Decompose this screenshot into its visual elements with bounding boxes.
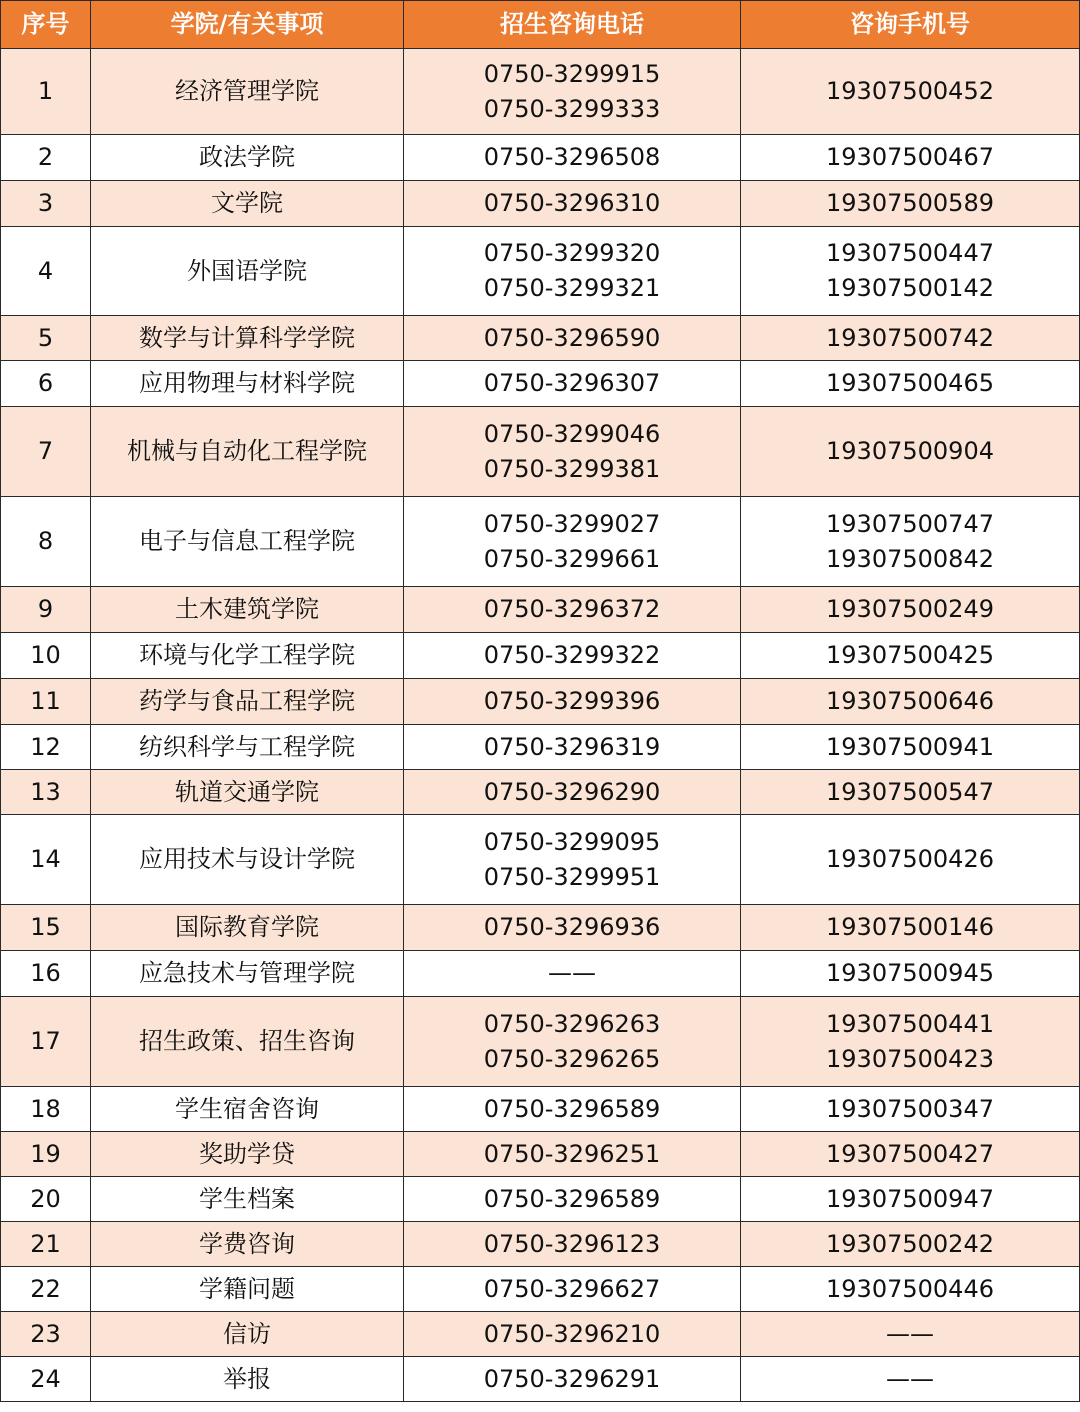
phone-number: 0750-3296319: [483, 732, 661, 761]
phone-number: 0750-3296265: [483, 1044, 661, 1073]
mobile-number: 19307500742: [826, 323, 994, 352]
row-mobiles: [741, 1222, 1080, 1267]
row-phones: [404, 316, 741, 361]
row-college-name: 环境与化学工程学院: [91, 633, 404, 679]
row-college-name: 文学院: [91, 181, 404, 227]
mobile-number: ——: [886, 1319, 934, 1348]
table-row: [1, 905, 1080, 951]
row-phones: [404, 1087, 741, 1132]
row-college-name: 学费咨询: [91, 1222, 404, 1267]
table-row: [1, 815, 1080, 905]
row-mobiles: [741, 679, 1080, 725]
phone-number: 0750-3296290: [483, 777, 661, 806]
row-index: 22: [1, 1267, 91, 1312]
row-phones: [404, 587, 741, 633]
table-row: [1, 1177, 1080, 1222]
row-index: 16: [1, 951, 91, 997]
row-college-name: 机械与自动化工程学院: [91, 407, 404, 497]
row-mobiles: [741, 905, 1080, 951]
row-mobiles: [741, 633, 1080, 679]
table-row: [1, 497, 1080, 587]
table-row: [1, 1222, 1080, 1267]
row-college-name: 学生档案: [91, 1177, 404, 1222]
phone-number: 0750-3296310: [483, 189, 661, 217]
mobile-number: 19307500646: [826, 687, 994, 715]
phone-number: 0750-3296307: [483, 369, 661, 397]
row-mobiles: [741, 497, 1080, 587]
row-index: 17: [1, 997, 91, 1087]
row-college-name: 经济管理学院: [91, 49, 404, 135]
row-mobiles: [741, 1132, 1080, 1177]
table-row: [1, 181, 1080, 227]
table-row: [1, 587, 1080, 633]
row-phones: [404, 49, 741, 135]
phone-number: 0750-3299027: [483, 509, 661, 538]
mobile-number: 19307500249: [826, 595, 994, 623]
row-phones: [404, 361, 741, 407]
row-college-name: 土木建筑学院: [91, 587, 404, 633]
row-phones: [404, 679, 741, 725]
phone-number: 0750-3296627: [483, 1274, 661, 1303]
row-college-name: 应急技术与管理学院: [91, 951, 404, 997]
row-mobiles: [741, 316, 1080, 361]
row-mobiles: [741, 1177, 1080, 1222]
mobile-number: 19307500547: [826, 777, 994, 806]
row-index: 9: [1, 587, 91, 633]
mobile-number: 19307500904: [826, 437, 994, 465]
mobile-number: 19307500465: [826, 369, 994, 397]
table-body: [1, 49, 1080, 1402]
row-phones: [404, 997, 741, 1087]
header-row: [1, 1, 1080, 49]
row-phones: [404, 407, 741, 497]
table-row: [1, 135, 1080, 181]
row-index: 18: [1, 1087, 91, 1132]
row-phones: [404, 181, 741, 227]
row-index: 2: [1, 135, 91, 181]
row-college-name: 电子与信息工程学院: [91, 497, 404, 587]
row-mobiles: [741, 181, 1080, 227]
row-phones: [404, 905, 741, 951]
phone-number: 0750-3299396: [483, 687, 661, 715]
phone-number: 0750-3299661: [483, 544, 661, 573]
row-index: 6: [1, 361, 91, 407]
phone-number: 0750-3299095: [483, 827, 661, 856]
mobile-number: 19307500589: [826, 189, 994, 217]
phone-number: 0750-3296936: [483, 913, 661, 941]
phone-number: 0750-3296372: [483, 595, 661, 623]
row-college-name: 应用技术与设计学院: [91, 815, 404, 905]
row-mobiles: [741, 1267, 1080, 1312]
row-index: 3: [1, 181, 91, 227]
row-phones: [404, 725, 741, 770]
mobile-number: 19307500467: [826, 143, 994, 171]
row-mobiles: [741, 587, 1080, 633]
row-college-name: 举报: [91, 1357, 404, 1402]
phone-number: 0750-3296123: [483, 1229, 661, 1258]
row-college-name: 纺织科学与工程学院: [91, 725, 404, 770]
table-row: [1, 1132, 1080, 1177]
phone-number: 0750-3296263: [483, 1009, 661, 1038]
row-phones: [404, 1222, 741, 1267]
phone-number: 0750-3299321: [483, 274, 661, 302]
row-index: 13: [1, 770, 91, 815]
row-college-name: 学生宿舍咨询: [91, 1087, 404, 1132]
row-college-name: 学籍问题: [91, 1267, 404, 1312]
mobile-number: 19307500425: [826, 641, 994, 669]
mobile-number: 19307500423: [826, 1044, 994, 1073]
header-index: 序号: [1, 1, 91, 49]
phone-number: 0750-3296251: [483, 1139, 661, 1168]
mobile-number: 19307500452: [826, 77, 994, 105]
row-college-name: 数学与计算科学学院: [91, 316, 404, 361]
row-index: 1: [1, 49, 91, 135]
header-phone: 招生咨询电话: [404, 1, 741, 49]
row-index: 20: [1, 1177, 91, 1222]
row-college-name: 奖助学贷: [91, 1132, 404, 1177]
row-mobiles: [741, 997, 1080, 1087]
row-index: 23: [1, 1312, 91, 1357]
row-index: 8: [1, 497, 91, 587]
mobile-number: 19307500945: [826, 959, 994, 987]
row-index: 15: [1, 905, 91, 951]
row-index: 14: [1, 815, 91, 905]
row-phones: [404, 135, 741, 181]
table-row: [1, 679, 1080, 725]
table-row: [1, 725, 1080, 770]
row-college-name: 轨道交通学院: [91, 770, 404, 815]
table-row: [1, 997, 1080, 1087]
table-row: [1, 770, 1080, 815]
table-row: [1, 316, 1080, 361]
table-row: [1, 1087, 1080, 1132]
phone-number: 0750-3299320: [483, 239, 661, 267]
mobile-number: 19307500142: [826, 274, 994, 302]
phone-number: 0750-3299046: [483, 419, 661, 448]
mobile-number: 19307500146: [826, 913, 994, 941]
row-mobiles: [741, 815, 1080, 905]
mobile-number: 19307500747: [826, 509, 994, 538]
row-index: 12: [1, 725, 91, 770]
mobile-number: 19307500842: [826, 544, 994, 573]
phone-number: ——: [548, 959, 596, 987]
row-index: 24: [1, 1357, 91, 1402]
table-row: [1, 1312, 1080, 1357]
row-college-name: 政法学院: [91, 135, 404, 181]
row-mobiles: [741, 407, 1080, 497]
mobile-number: ——: [886, 1364, 934, 1393]
row-mobiles: [741, 1087, 1080, 1132]
mobile-number: 19307500447: [826, 239, 994, 267]
row-phones: [404, 227, 741, 316]
phone-number: 0750-3296291: [483, 1364, 661, 1393]
row-phones: [404, 1177, 741, 1222]
row-phones: [404, 633, 741, 679]
row-mobiles: [741, 227, 1080, 316]
phone-number: 0750-3299381: [483, 454, 661, 483]
phone-number: 0750-3296508: [483, 143, 661, 171]
row-index: 11: [1, 679, 91, 725]
row-college-name: 药学与食品工程学院: [91, 679, 404, 725]
table-row: [1, 1357, 1080, 1402]
row-index: 7: [1, 407, 91, 497]
row-index: 21: [1, 1222, 91, 1267]
row-mobiles: [741, 49, 1080, 135]
row-phones: [404, 1132, 741, 1177]
row-phones: [404, 1357, 741, 1402]
row-college-name: 信访: [91, 1312, 404, 1357]
row-index: 5: [1, 316, 91, 361]
table-row: [1, 1267, 1080, 1312]
phone-number: 0750-3299322: [483, 641, 661, 669]
table-header: [1, 1, 1080, 49]
mobile-number: 19307500941: [826, 732, 994, 761]
row-phones: [404, 951, 741, 997]
table-row: [1, 361, 1080, 407]
phone-number: 0750-3299951: [483, 862, 661, 891]
row-phones: [404, 770, 741, 815]
row-phones: [404, 1312, 741, 1357]
phone-number: 0750-3299333: [483, 94, 661, 123]
row-mobiles: [741, 725, 1080, 770]
phone-number: 0750-3296590: [483, 323, 661, 352]
row-phones: [404, 815, 741, 905]
row-mobiles: [741, 1312, 1080, 1357]
row-college-name: 国际教育学院: [91, 905, 404, 951]
row-phones: [404, 1267, 741, 1312]
row-college-name: 应用物理与材料学院: [91, 361, 404, 407]
phone-number: 0750-3296589: [483, 1094, 661, 1123]
row-index: 10: [1, 633, 91, 679]
table-row: [1, 49, 1080, 135]
mobile-number: 19307500947: [826, 1184, 994, 1213]
row-college-name: 招生政策、招生咨询: [91, 997, 404, 1087]
mobile-number: 19307500427: [826, 1139, 994, 1168]
row-mobiles: [741, 135, 1080, 181]
mobile-number: 19307500446: [826, 1274, 994, 1303]
phone-number: 0750-3296210: [483, 1319, 661, 1348]
mobile-number: 19307500347: [826, 1094, 994, 1123]
row-mobiles: [741, 361, 1080, 407]
phone-number: 0750-3296589: [483, 1184, 661, 1213]
mobile-number: 19307500426: [826, 845, 994, 873]
row-mobiles: [741, 1357, 1080, 1402]
row-phones: [404, 497, 741, 587]
phone-number: 0750-3299915: [483, 59, 661, 88]
table-row: [1, 633, 1080, 679]
header-mobile: 咨询手机号: [741, 1, 1080, 49]
header-college: 学院/有关事项: [91, 1, 404, 49]
row-college-name: 外国语学院: [91, 227, 404, 316]
table-row: [1, 407, 1080, 497]
row-index: 4: [1, 227, 91, 316]
row-mobiles: [741, 770, 1080, 815]
mobile-number: 19307500441: [826, 1009, 994, 1038]
row-mobiles: [741, 951, 1080, 997]
mobile-number: 19307500242: [826, 1229, 994, 1258]
row-index: 19: [1, 1132, 91, 1177]
table-row: [1, 227, 1080, 316]
table-row: [1, 951, 1080, 997]
